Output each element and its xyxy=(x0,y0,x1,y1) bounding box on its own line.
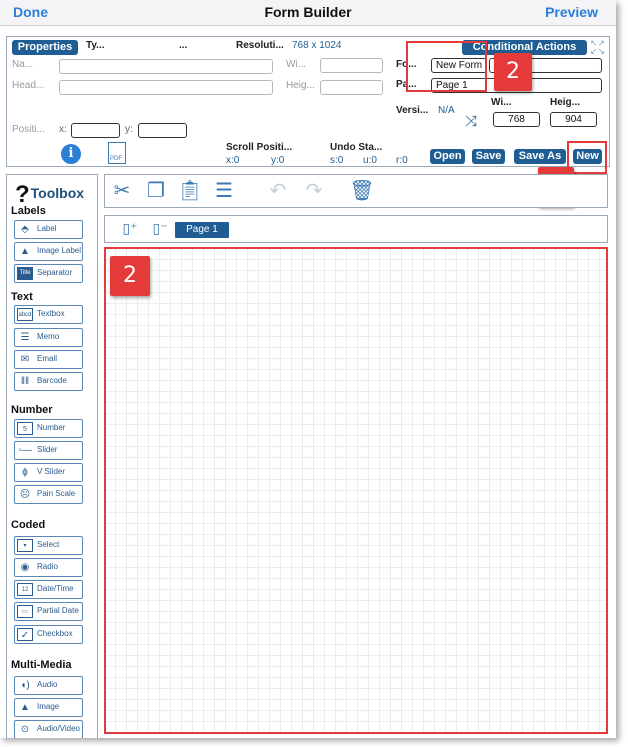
memo-icon: ☰ xyxy=(20,332,30,343)
remove-page-icon[interactable]: ▯⁻ xyxy=(152,220,168,236)
form-name-label: Fo... xyxy=(396,59,417,70)
tool-pain-scale[interactable] xyxy=(14,485,83,504)
speaker-icon: ◖) xyxy=(20,680,30,691)
save-as-button[interactable]: Save As xyxy=(514,149,566,164)
trash-icon[interactable]: 🗑︎ xyxy=(349,180,375,202)
partial-calendar-icon: ▭ xyxy=(17,605,33,618)
collapse-arrows-icon[interactable]: ↖↗ ↙↘ xyxy=(590,38,606,56)
header-label: Head... xyxy=(12,80,45,91)
tool-datetime-text: Date/Time xyxy=(37,584,74,593)
element-height-field[interactable] xyxy=(320,80,383,95)
tool-audio-video[interactable] xyxy=(14,720,83,738)
edit-toolbar xyxy=(104,174,608,208)
type-value: ... xyxy=(179,40,188,51)
slider-icon: ◦— xyxy=(18,445,32,456)
tool-textbox[interactable] xyxy=(14,305,83,324)
pdf-label: PDF xyxy=(110,156,122,162)
info-icon[interactable]: i xyxy=(61,144,81,164)
dropdown-icon: ▾ xyxy=(17,539,33,552)
tool-email[interactable] xyxy=(14,350,83,369)
tool-email-text: Email xyxy=(37,354,58,363)
tool-select[interactable] xyxy=(14,536,83,555)
properties-button[interactable]: Properties xyxy=(12,40,78,55)
tool-barcode[interactable] xyxy=(14,372,83,391)
tool-vslider-text: V Slider xyxy=(37,467,66,476)
step-badge-2-canvas: 2 xyxy=(110,256,150,296)
preview-button[interactable]: Preview xyxy=(545,4,598,20)
tool-select-text: Select xyxy=(37,540,60,549)
element-width-label: Wi... xyxy=(286,59,306,70)
pdf-export-icon[interactable] xyxy=(108,142,126,164)
tool-pain-scale-text: Pain Scale xyxy=(37,489,76,498)
tool-memo[interactable] xyxy=(14,328,83,347)
position-y-field[interactable] xyxy=(138,123,187,138)
undo-u-value: u:0 xyxy=(363,155,377,166)
paste-icon[interactable]: 📋︎ xyxy=(177,180,203,202)
page-width-field[interactable]: 768 xyxy=(493,112,540,127)
scroll-position-label: Scroll Positi... xyxy=(226,142,293,153)
tool-separator[interactable] xyxy=(14,264,83,283)
element-height-label: Heig... xyxy=(286,80,315,91)
tool-partial-date[interactable] xyxy=(14,602,83,621)
form-name-field[interactable]: New Form xyxy=(431,58,487,73)
tool-slider-text: Slider xyxy=(37,445,58,454)
tool-number-text: Number xyxy=(37,423,66,432)
radio-icon: ◉ xyxy=(20,562,30,573)
version-value: N/A xyxy=(438,105,455,116)
version-label: Versi... xyxy=(396,105,429,116)
canvas-highlight xyxy=(104,247,608,734)
section-multimedia: Multi-Media xyxy=(11,659,72,671)
scroll-y-value: y:0 xyxy=(271,155,285,166)
toolbox-panel xyxy=(6,174,98,738)
tool-audio[interactable] xyxy=(14,676,83,695)
tool-checkbox[interactable] xyxy=(14,625,83,644)
position-y-label: y: xyxy=(125,124,133,135)
help-icon[interactable]: ? xyxy=(15,181,30,208)
page-bar xyxy=(104,215,608,243)
barcode-icon: ‖‖ xyxy=(20,376,30,387)
header-field[interactable] xyxy=(59,80,273,95)
tag-icon: ⬘ xyxy=(21,224,29,235)
resolution-value: 768 x 1024 xyxy=(292,40,342,51)
title-icon: Title xyxy=(17,267,33,280)
section-coded: Coded xyxy=(11,519,46,531)
stepper-icon: 5 xyxy=(17,422,33,435)
name-field[interactable] xyxy=(59,59,273,74)
save-button[interactable]: Save xyxy=(472,149,505,164)
envelope-icon: ✉ xyxy=(20,354,30,365)
tool-label[interactable] xyxy=(14,220,83,239)
page-name-label: Pa... xyxy=(396,79,417,90)
redo-icon[interactable]: ↷ xyxy=(305,180,323,202)
open-button[interactable]: Open xyxy=(430,149,465,164)
tool-vslider[interactable] xyxy=(14,463,83,482)
tool-number[interactable] xyxy=(14,419,83,438)
camera-icon: ⊙ xyxy=(20,724,30,735)
tool-image-label[interactable] xyxy=(14,242,83,261)
undo-r-value: r:0 xyxy=(396,155,408,166)
scroll-x-value: x:0 xyxy=(226,155,240,166)
tool-slider[interactable] xyxy=(14,441,83,460)
toolbox-title: Toolbox xyxy=(30,185,85,201)
undo-stack-label: Undo Sta... xyxy=(330,142,383,153)
tool-audio-video-text: Audio/Video xyxy=(37,724,80,733)
vertical-slider-icon: ɸ xyxy=(22,467,28,478)
face-icon: ☹ xyxy=(19,489,31,500)
tool-radio[interactable] xyxy=(14,558,83,577)
tool-partial-date-text: Partial Date xyxy=(37,606,79,615)
scissors-icon[interactable]: ✂ xyxy=(113,180,131,202)
picture-icon: ▲ xyxy=(20,246,30,257)
step-badge-2-top: 2 xyxy=(494,53,532,91)
title-bar xyxy=(0,0,616,26)
tool-textbox-text: Textbox xyxy=(37,309,65,318)
tab-page-1[interactable]: Page 1 xyxy=(175,222,229,238)
tool-image-text: Image xyxy=(37,702,60,711)
position-x-label: x: xyxy=(59,124,67,135)
form-name-highlight xyxy=(406,41,487,92)
tool-barcode-text: Barcode xyxy=(37,376,67,385)
calendar-icon: 12 xyxy=(17,583,33,596)
textbox-icon: abcd xyxy=(17,308,33,321)
tool-radio-text: Radio xyxy=(37,562,58,571)
name-label: Na... xyxy=(12,59,34,70)
page-height-field[interactable]: 904 xyxy=(550,112,597,127)
page-width-label: Wi... xyxy=(491,97,512,108)
copy-icon[interactable]: ❐ xyxy=(147,180,165,202)
new-button[interactable]: New xyxy=(573,149,602,164)
add-page-icon[interactable]: ▯⁺ xyxy=(122,220,138,236)
page-title: Form Builder xyxy=(264,4,352,20)
type-label: Ty... xyxy=(86,40,105,51)
page-height-label: Heig... xyxy=(550,97,581,108)
tool-audio-text: Audio xyxy=(37,680,58,689)
done-button[interactable]: Done xyxy=(13,4,48,20)
element-width-field[interactable] xyxy=(320,58,383,73)
section-labels: Labels xyxy=(11,205,46,217)
tool-separator-text: Separator xyxy=(37,268,73,277)
undo-icon[interactable]: ↶ xyxy=(269,180,287,202)
position-label: Positi... xyxy=(12,124,45,135)
tool-image-label-text: Image Label xyxy=(37,246,82,255)
tool-checkbox-text: Checkbox xyxy=(37,629,73,638)
tool-datetime[interactable] xyxy=(14,580,83,599)
section-text: Text xyxy=(11,291,33,303)
checkbox-icon: ✓ xyxy=(17,628,33,641)
tool-image[interactable] xyxy=(14,698,83,717)
resolution-label: Resoluti... xyxy=(236,40,284,51)
undo-s-value: s:0 xyxy=(330,155,344,166)
image-icon: ▲ xyxy=(20,702,30,713)
conditional-actions-button[interactable]: Conditional Actions xyxy=(462,40,587,55)
swap-dimensions-icon[interactable]: ⤨ xyxy=(465,113,478,130)
position-x-field[interactable] xyxy=(71,123,120,138)
tool-label-text: Label xyxy=(37,224,57,233)
list-icon[interactable]: ☰ xyxy=(215,180,233,202)
tool-memo-text: Memo xyxy=(37,332,60,341)
page-name-field[interactable]: Page 1 xyxy=(431,78,602,93)
section-number: Number xyxy=(11,404,53,416)
